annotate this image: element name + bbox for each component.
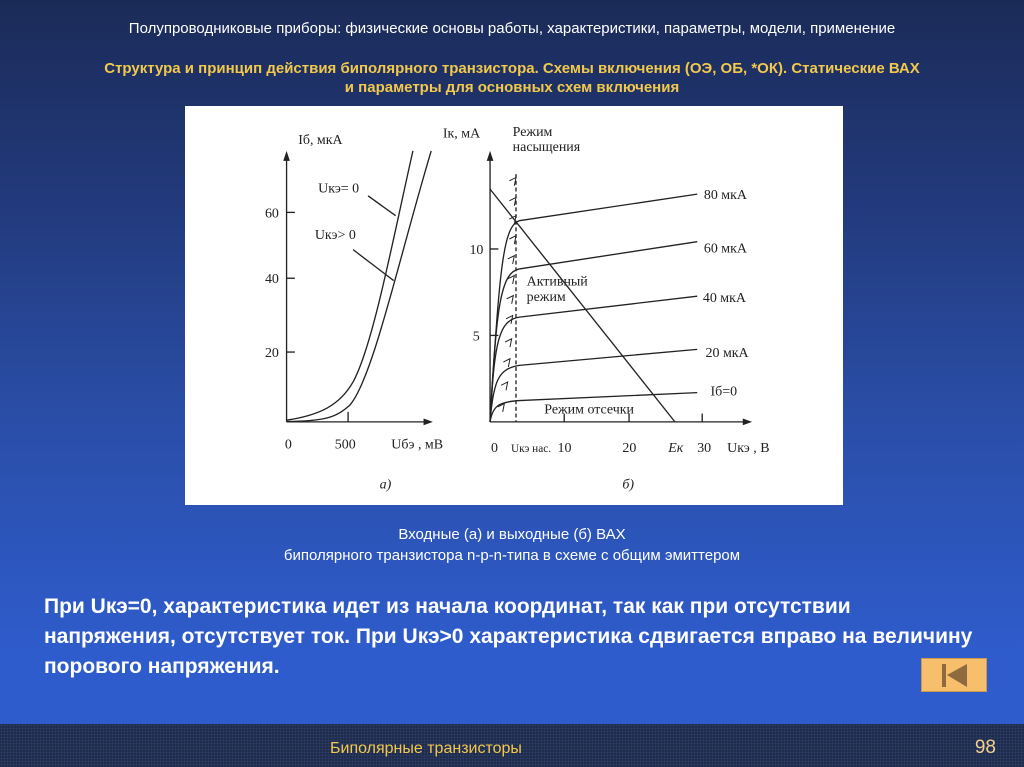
- vah-diagram: [185, 106, 843, 505]
- footer-title: Биполярные транзисторы: [330, 740, 522, 757]
- right-ylabel: Iк, мА: [442, 126, 481, 142]
- curve-label-20: 20 мкА: [705, 346, 749, 362]
- left-xtick: 500: [334, 437, 356, 453]
- panel-a-label: а): [379, 477, 392, 493]
- figure-caption: [0, 524, 1024, 566]
- saturation-hatching: [498, 177, 516, 411]
- curve-label-0: Iб=0: [710, 384, 738, 400]
- curve-label-60: 60 мкА: [703, 241, 747, 257]
- vah-figure: [185, 106, 843, 505]
- body-paragraph: При Uкэ=0, характеристика идет из начала координат, так как при отсутствии напряжения, отсутствует ток. При Uкэ>0 характеристика сдвигается вправо на величину порового напряжения.: [44, 595, 973, 678]
- curve-label-80: 80 мкА: [703, 188, 747, 204]
- label-uke-0: Uкэ= 0: [318, 181, 360, 197]
- right-xtick: 30: [697, 440, 712, 456]
- left-xlabel: Uбэ , мВ: [391, 437, 444, 453]
- active-label: Активный режим: [526, 274, 588, 305]
- right-xtick: 10: [557, 440, 572, 456]
- right-ytick: 5: [472, 329, 480, 345]
- right-xlabel: Uкэ , В: [727, 440, 770, 456]
- left-ytick: 40: [264, 272, 279, 288]
- left-ytick: 20: [264, 346, 279, 362]
- caption-line-1: Входные (а) и выходные (б) ВАХ: [398, 526, 626, 543]
- panel-b-label: б): [622, 477, 635, 493]
- right-xtick: 0: [491, 440, 499, 456]
- right-ytick: 10: [469, 242, 484, 258]
- back-to-start-button[interactable]: [921, 658, 987, 692]
- slide-footer: [0, 724, 1024, 767]
- right-xtick-uke-sat: Uкэ нас.: [511, 442, 552, 455]
- slide-header-title: Полупроводниковые приборы: физические основы работы, характеристики, параметры, модели, применение: [128, 20, 896, 37]
- left-xtick: 0: [284, 437, 292, 453]
- saturation-label: Режим насыщения: [512, 124, 581, 156]
- label-uke-pos: Uкэ> 0: [314, 228, 356, 243]
- left-ytick: 60: [264, 206, 279, 222]
- right-xtick: 20: [622, 440, 637, 456]
- slide-subtitle: [0, 59, 1024, 97]
- curve-60: [490, 242, 697, 422]
- cutoff-label: Режим отсечки: [544, 402, 634, 418]
- caption-line-2: биполярного транзистора n-p-n-типа в схеме с общим эмиттером: [283, 547, 741, 564]
- subtitle-line-1: Структура и принцип действия биполярного транзистора. Схемы включения (ОЭ, ОБ, *ОК). Статические ВАХ: [104, 60, 920, 77]
- left-ylabel: Iб, мкА: [298, 133, 343, 149]
- page-number: 98: [974, 737, 996, 758]
- load-line: [490, 189, 675, 422]
- curve-label-40: 40 мкА: [702, 291, 747, 307]
- right-xtick-ek: Eк: [668, 440, 684, 456]
- subtitle-line-2: и параметры для основных схем включения: [344, 79, 680, 96]
